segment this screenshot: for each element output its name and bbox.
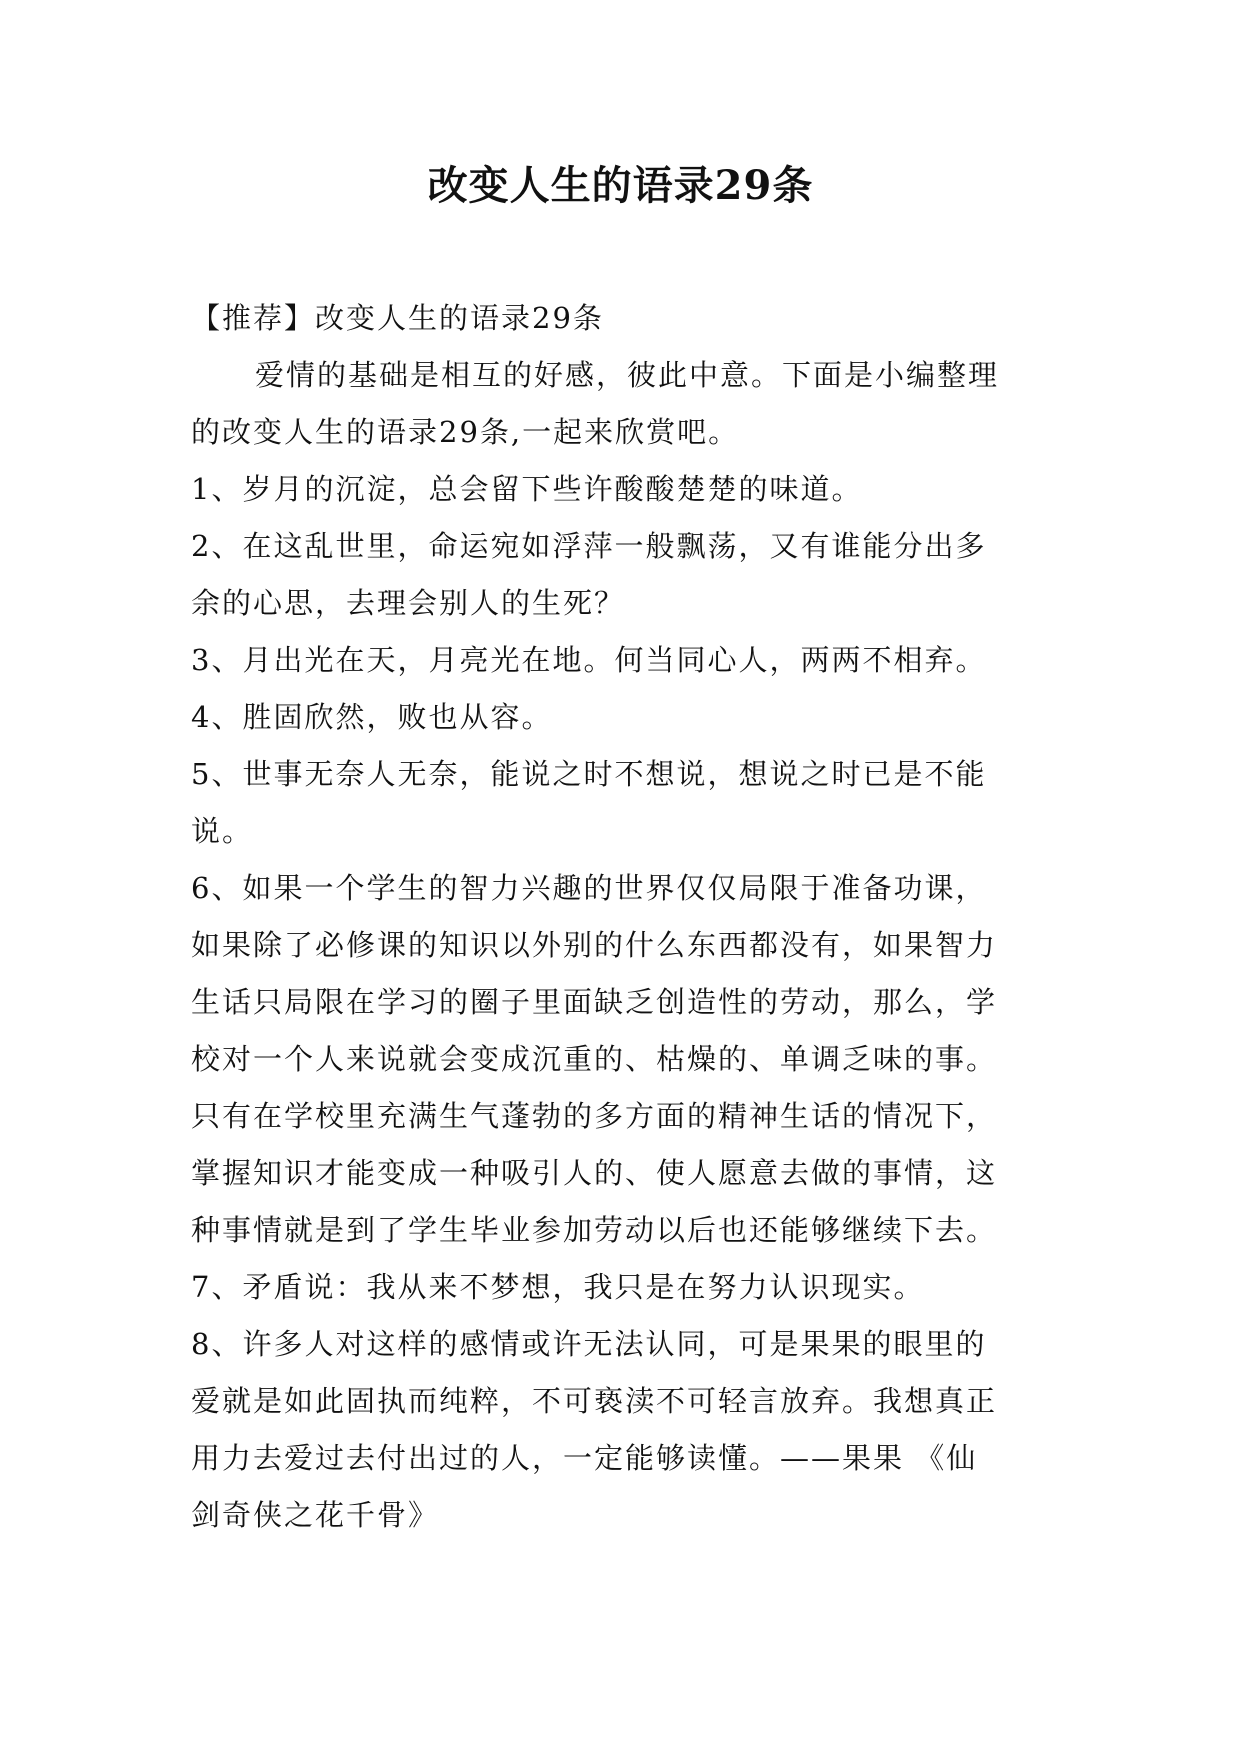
quote-line: 只有在学校里充满生气蓬勃的多方面的精神生话的情况下， <box>191 1099 998 1133</box>
quote-line: 7、矛盾说：我从来不梦想，我只是在努力认识现实。 <box>191 1270 925 1304</box>
intro-line: 的改变人生的语录29条,一起来欣赏吧。 <box>191 415 740 449</box>
quote-line: 种事情就是到了学生毕业参加劳动以后也还能够继续下去。 <box>191 1213 998 1247</box>
quote-line: 爱就是如此固执而纯粹，不可亵渎不可轻言放弃。我想真正 <box>191 1384 998 1418</box>
document-title: 改变人生的语录29条 <box>427 162 814 209</box>
quote-line: 2、在这乱世里，命运宛如浮萍一般飘荡，又有谁能分出多 <box>191 529 987 563</box>
quote-line: 6、如果一个学生的智力兴趣的世界仅仅局限于准备功课， <box>191 871 987 905</box>
quote-line: 校对一个人来说就会变成沉重的、枯燥的、单调乏味的事。 <box>191 1042 998 1076</box>
quote-line: 掌握知识才能变成一种吸引人的、使人愿意去做的事情，这 <box>191 1156 998 1190</box>
document-body <box>191 290 1071 1544</box>
quote-line: 5、世事无奈人无奈，能说之时不想说，想说之时已是不能 <box>191 757 987 791</box>
quote-line: 生话只局限在学习的圈子里面缺乏创造性的劳动，那么，学 <box>191 985 998 1019</box>
quote-line: 余的心思，去理会别人的生死？ <box>191 586 626 620</box>
quote-line: 3、月出光在天，月亮光在地。何当同心人，两两不相弃。 <box>191 643 987 677</box>
quote-line: 说。 <box>191 814 254 848</box>
quote-line: 剑奇侠之花千骨》 <box>191 1498 440 1532</box>
quote-line: 1、岁月的沉淀，总会留下些许酸酸楚楚的味道。 <box>191 472 863 506</box>
quote-line: 8、许多人对这样的感情或许无法认同，可是果果的眼里的 <box>191 1327 987 1361</box>
quote-line: 4、胜固欣然，败也从容。 <box>191 700 553 734</box>
intro-line: 爱情的基础是相互的好感，彼此中意。下面是小编整理 <box>255 358 1000 392</box>
quote-line: 用力去爱过去付出过的人，一定能够读懂。——果果 《仙 <box>191 1441 978 1475</box>
subtitle-line: 【推荐】改变人生的语录29条 <box>191 301 604 335</box>
quote-line: 如果除了必修课的知识以外别的什么东西都没有，如果智力 <box>191 928 998 962</box>
